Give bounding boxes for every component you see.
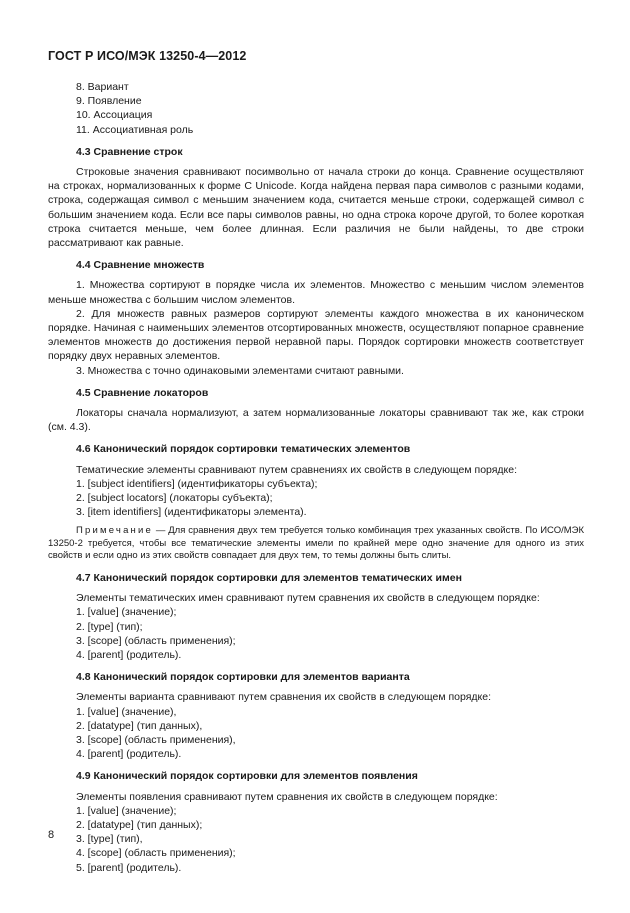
paragraph: Строковые значения сравнивают посимвольно от начала строки до конца. Сравнение осуществляют на строках, нормализованных к форме C Unicode. Когда найдена первая пара символов с разными кодами, строка, содержащая символ с меньшим значением кода, считается меньше строки, содержащей символ с большим значением кода. Если все пары символов равны, но одна строка короче другой, то более короткая строка считается меньше, чем более длинная. Если различия не были найдены, то две строки рассматривают как равные.	[48, 166, 584, 250]
list-item: 4. [scope] (область применения);	[76, 847, 236, 860]
list-item: 1. [value] (значение);	[76, 606, 177, 619]
list-item: 1. [subject identifiers] (идентификаторы субъекта);	[76, 477, 318, 490]
paragraph: Элементы варианта сравнивают путем сравнения их свойств в следующем порядке:	[76, 691, 492, 704]
property-list	[48, 804, 584, 875]
note	[48, 525, 584, 563]
section-heading-4-5: 4.5 Сравнение локаторов	[76, 386, 209, 399]
property-list	[48, 705, 584, 762]
list-item: 8. Вариант	[76, 81, 129, 93]
paragraph: 1. Множества сортируют в порядке числа их элементов. Множество с меньшим числом элементов меньше множества с большим числом элементов.	[48, 279, 584, 306]
list-item: 3. [scope] (область применения),	[76, 734, 236, 747]
list-item: 1. [value] (значение);	[76, 804, 177, 817]
list-item: 3. [type] (тип),	[76, 833, 143, 846]
top-list	[48, 80, 584, 137]
paragraph: Тематические элементы сравнивают путем сравнениях их свойств в следующем порядке:	[76, 463, 518, 476]
section-heading-4-7: 4.7 Канонический порядок сортировки для элементов тематических имен	[76, 571, 462, 584]
list-item: 11. Ассоциативная роль	[76, 123, 194, 136]
document-header: ГОСТ Р ИСО/МЭК 13250-4—2012	[48, 49, 247, 63]
list-item: 2. [datatype] (тип данных),	[76, 719, 203, 732]
list-item: 10. Ассоциация	[76, 109, 153, 122]
paragraph: Элементы тематических имен сравнивают путем сравнения их свойств в следующем порядке:	[76, 592, 540, 605]
list-item: 9. Появление	[76, 95, 142, 108]
section-heading-4-3: 4.3 Сравнение строк	[76, 145, 183, 158]
paragraph: 2. Для множеств равных размеров сортируют элементы каждого множества в их каноническом порядке. Начиная с наименьших элементов отсортированных множеств, осуществляют попарное сравнение элементов множеств до достижения первой неравной пары. Порядок сортировки множеств соответствует порядку двух неравных элементов.	[48, 307, 584, 363]
property-list	[48, 605, 584, 662]
section-heading-4-8: 4.8 Канонический порядок сортировки для элементов варианта	[76, 671, 410, 684]
property-list	[48, 477, 584, 520]
page-number: 8	[48, 829, 55, 841]
note-text: — Для сравнения двух тем требуется только комбинация трех указанных свойств. По ИСО/МЭК 13250-2 требуется, чтобы все тематические элементы имели по крайней мере одно значение для одного из этих свойств и если одно из этих свойств совпадает для двух тем, то темы должны быть слиты.	[48, 525, 584, 562]
list-item: 2. [datatype] (тип данных);	[76, 819, 203, 832]
note-label: Примечание	[76, 525, 153, 537]
paragraph: 3. Множества с точно одинаковыми элементами считают равными.	[76, 364, 404, 377]
page-body	[48, 80, 584, 875]
paragraph: Локаторы сначала нормализуют, а затем нормализованные локаторы сравнивают так же, как строки (см. 4.3).	[48, 407, 584, 434]
list-item: 3. [scope] (область применения);	[76, 634, 236, 647]
section-heading-4-9: 4.9 Канонический порядок сортировки для элементов появления	[76, 770, 418, 783]
list-item: 4. [parent] (родитель).	[76, 748, 182, 761]
list-item: 4. [parent] (родитель).	[76, 649, 182, 661]
list-item: 2. [type] (тип);	[76, 620, 143, 633]
section-heading-4-6: 4.6 Канонический порядок сортировки тематических элементов	[76, 443, 411, 456]
paragraph: Элементы появления сравнивают путем сравнения их свойств в следующем порядке:	[76, 790, 498, 803]
list-item: 5. [parent] (родитель).	[76, 861, 182, 874]
list-item: 3. [item identifiers] (идентификаторы элемента).	[76, 506, 307, 519]
section-heading-4-4: 4.4 Сравнение множеств	[76, 259, 205, 272]
list-item: 1. [value] (значение),	[76, 705, 177, 718]
list-item: 2. [subject locators] (локаторы субъекта);	[76, 492, 273, 505]
